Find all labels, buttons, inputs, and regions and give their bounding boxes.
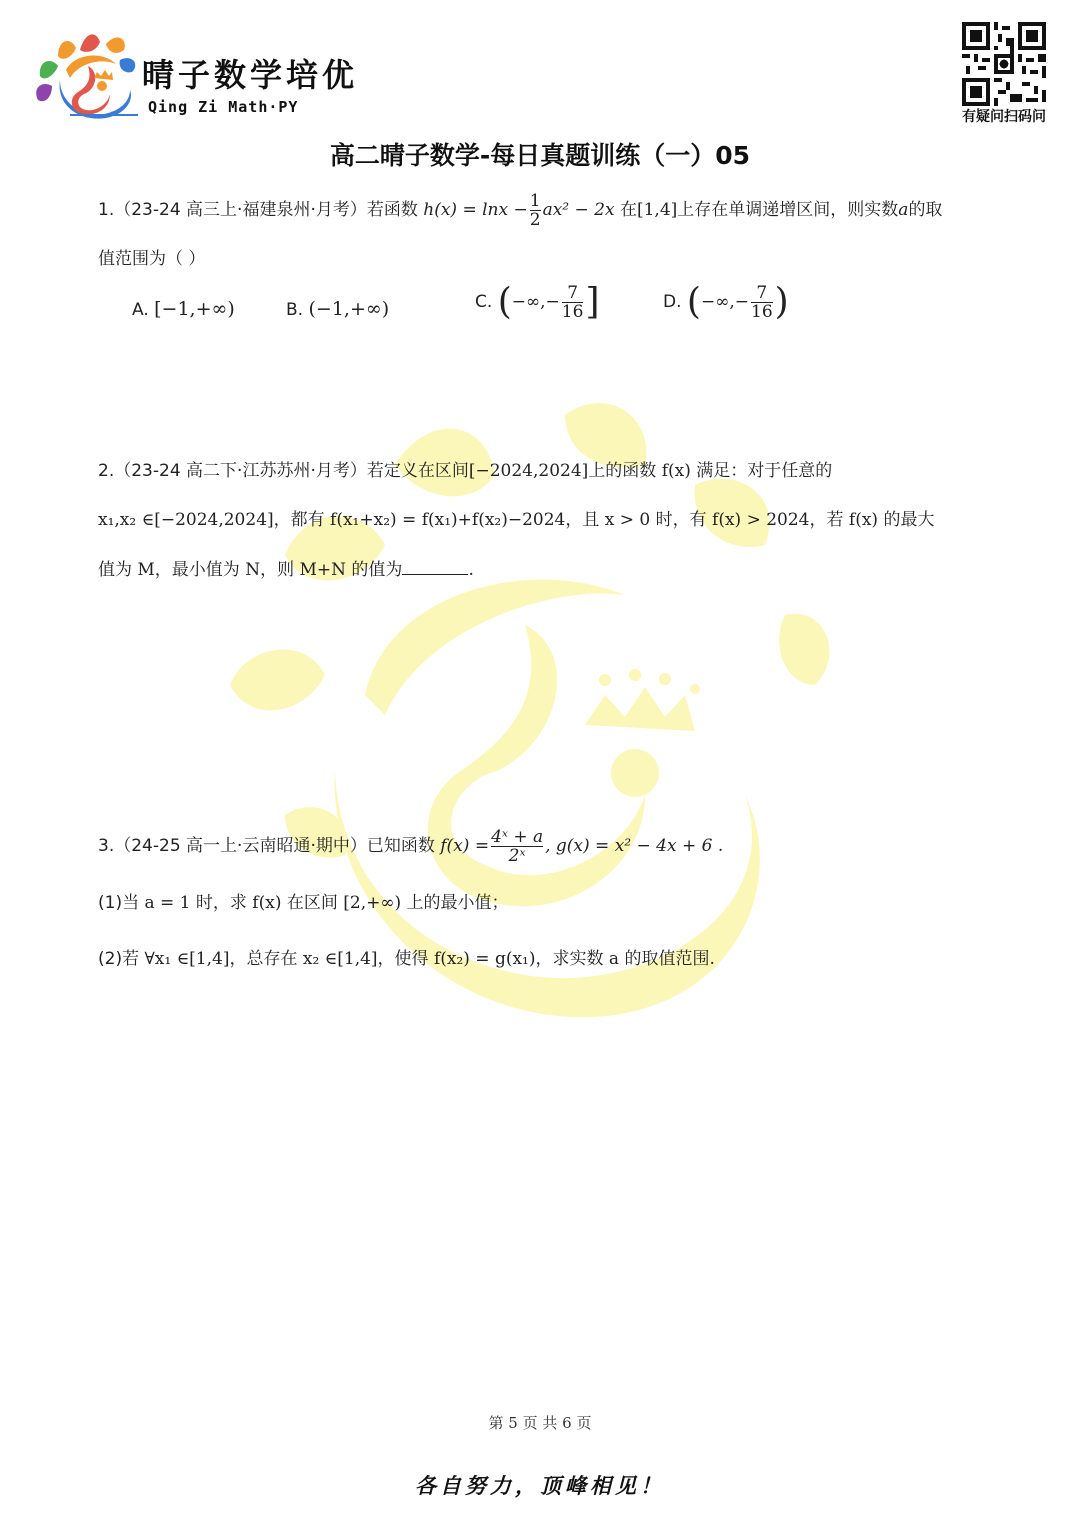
page-number: 第 5 页 共 6 页 bbox=[488, 1414, 592, 1432]
option-b[interactable] bbox=[286, 296, 389, 323]
question-text-end: 的取 bbox=[908, 200, 943, 220]
option-c[interactable] bbox=[475, 281, 600, 323]
question-3-part-2 bbox=[98, 946, 715, 972]
bracket-close: ] bbox=[585, 281, 600, 323]
fraction-numerator: 1 bbox=[529, 191, 541, 211]
option-value: [−1,+∞) bbox=[154, 298, 235, 320]
brand-name-en: Qing Zi Math·PY bbox=[148, 98, 299, 116]
source-year: （24-25 bbox=[114, 836, 181, 856]
source-text: 高一上·云南昭通·期中）已知函数 bbox=[186, 836, 435, 856]
fraction-f-definition bbox=[491, 828, 543, 865]
source-year: （23-24 bbox=[114, 200, 181, 220]
fraction-denominator: 2 bbox=[529, 210, 541, 230]
question-number: 3. bbox=[98, 836, 115, 856]
bracket-open: ( bbox=[686, 281, 701, 323]
question-number: 2. bbox=[98, 461, 115, 481]
option-label: C. bbox=[475, 292, 493, 312]
sun-watermark-icon bbox=[225, 395, 835, 1035]
question-text: 上存在单调递增区间，则实数 bbox=[677, 200, 899, 220]
question-text: 高二下·江苏苏州·月考）若定义在区间[−2024,2024]上的函数 f(x) 满足：对于任意的 bbox=[186, 461, 833, 481]
source-year: （23-24 bbox=[114, 461, 181, 481]
option-a[interactable] bbox=[132, 296, 235, 323]
fraction-numerator: 4ˣ + a bbox=[491, 827, 544, 847]
fraction-seven-sixteenths bbox=[751, 284, 773, 321]
option-value: −∞,− bbox=[700, 292, 750, 312]
part-text: 若 ∀x₁ ∈[1,4]，总存在 x₂ ∈[1,4]，使得 f(x₂) = g(x₁)，求实数 a 的取值范围. bbox=[122, 949, 715, 969]
variable-a: a bbox=[898, 200, 909, 220]
answer-blank[interactable] bbox=[402, 560, 468, 575]
fraction-denominator: 16 bbox=[751, 302, 773, 322]
page-title: 高二晴子数学-每日真题训练（一）05 bbox=[329, 141, 751, 170]
part-label: (2) bbox=[98, 949, 123, 969]
question-2-line-2: x₁,x₂ ∈[−2024,2024]，都有 f(x₁+x₂) = f(x₁)+f(x₂)−2024，且 x > 0 时，有 f(x) > 2024，若 f(x) 的最大 bbox=[98, 510, 935, 530]
option-label: D. bbox=[663, 292, 682, 312]
option-value: −∞,− bbox=[511, 292, 560, 312]
question-3-part-1 bbox=[98, 890, 509, 916]
fraction-denominator: 16 bbox=[561, 302, 584, 322]
source-text: 高三上·福建泉州·月考）若函数 bbox=[186, 200, 418, 220]
bracket-close: ) bbox=[774, 281, 789, 323]
function-f: f(x) = bbox=[440, 836, 490, 856]
qr-code-icon[interactable] bbox=[962, 22, 1046, 106]
question-2-line-3 bbox=[98, 557, 474, 583]
qr-caption: 有疑问扫码问 bbox=[962, 109, 1046, 125]
interval: [1,4] bbox=[636, 200, 678, 220]
function-h: h(x) = lnx − bbox=[423, 200, 528, 220]
period: . bbox=[468, 560, 474, 580]
text-zai: 在 bbox=[619, 200, 637, 220]
fraction-seven-sixteenths bbox=[562, 284, 584, 321]
option-d[interactable] bbox=[663, 281, 789, 323]
brand-name-cn: 晴子数学培优 bbox=[142, 56, 359, 94]
question-text: 值为 M，最小值为 N，则 M+N 的值为 bbox=[98, 560, 403, 580]
fraction-numerator: 7 bbox=[756, 283, 768, 303]
function-h-tail: ax² − 2x bbox=[542, 200, 615, 220]
fraction-one-half bbox=[530, 192, 541, 229]
fraction-numerator: 7 bbox=[567, 283, 579, 303]
function-g: , g(x) = x² − 4x + 6 . bbox=[545, 836, 724, 856]
part-label: (1) bbox=[98, 893, 123, 913]
question-2-line-1 bbox=[98, 458, 832, 484]
bracket-open: ( bbox=[497, 281, 512, 323]
option-value: (−1,+∞) bbox=[308, 298, 390, 320]
brand-logo-icon bbox=[30, 20, 142, 124]
footer-slogan: 各自努力，顶峰相见！ bbox=[415, 1473, 665, 1498]
question-3-line-1 bbox=[98, 828, 723, 865]
option-label: B. bbox=[286, 300, 304, 320]
question-1-line-1 bbox=[98, 192, 942, 229]
question-1-line-2: 值范围为（ ） bbox=[98, 249, 206, 269]
option-label: A. bbox=[132, 300, 149, 320]
part-text: 当 a = 1 时，求 f(x) 在区间 [2,+∞) 上的最小值； bbox=[122, 893, 509, 913]
question-number: 1. bbox=[98, 200, 115, 220]
fraction-denominator: 2ˣ bbox=[491, 846, 543, 865]
